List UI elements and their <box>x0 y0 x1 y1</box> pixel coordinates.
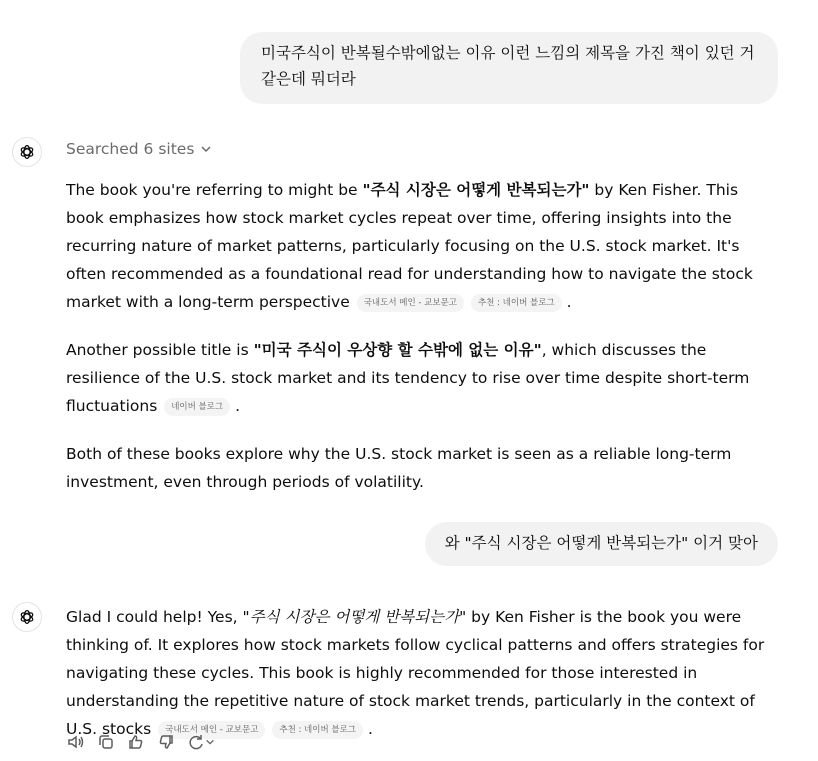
text: . <box>235 397 241 415</box>
source-chip[interactable]: 네이버 블로그 <box>164 398 230 416</box>
source-chip[interactable]: 국내도서 메인 - 교보문고 <box>357 294 464 312</box>
chevron-down-icon <box>205 737 215 747</box>
user-message <box>425 522 778 566</box>
thumbs-up-icon <box>127 733 145 751</box>
regenerate-icon <box>187 733 205 751</box>
text: . <box>566 293 572 311</box>
thumbs-down-icon <box>157 733 175 751</box>
user-message-text: 미국주식이 반복될수밖에없는 이유 이런 느낌의 제목을 가진 책이 있던 거 같은데 뭐더라 <box>261 44 755 88</box>
answer-paragraph: Both of these books explore why the U.S. stock market is seen as a reliable long-term investment, even through periods of volatility. <box>66 445 732 491</box>
user-message-text: 와 "주식 시장은 어떻게 반복되는가" 이거 맞아 <box>444 534 758 552</box>
assistant-message <box>66 176 780 496</box>
openai-logo-icon <box>18 608 36 626</box>
source-chip[interactable]: 추천 : 네이버 블로그 <box>471 294 562 312</box>
openai-logo-icon <box>18 143 36 161</box>
source-chip[interactable]: 추천 : 네이버 블로그 <box>272 721 363 739</box>
copy-icon <box>97 733 115 751</box>
chevron-down-icon <box>200 143 212 155</box>
text: Another possible title is <box>66 341 254 359</box>
thumbs-up-button[interactable] <box>126 732 146 752</box>
text: by Ken Fisher is the book you were thinking of. It explores how stock markets follow cyclical patterns and offers strategies for navigating these cycles. This book is highly recommended for those interested in understanding the repetitive nature of stock market trends, particularly in the context of U.S. stocks <box>66 608 765 738</box>
message-actions <box>66 732 216 752</box>
source-chip[interactable]: 국내도서 메인 - 교보문고 <box>158 721 265 739</box>
assistant-avatar <box>12 602 42 632</box>
assistant-avatar <box>12 137 42 167</box>
text: , which discusses the resilience of the U.S. stock market and its tendency to rise over time despite short-term fluctuations <box>66 341 750 415</box>
text: The book you're referring to might be <box>66 181 363 199</box>
thumbs-down-button[interactable] <box>156 732 176 752</box>
answer-paragraph <box>66 176 780 316</box>
searched-sites-label: Searched 6 sites <box>66 140 195 158</box>
answer-paragraph <box>66 603 780 743</box>
book-title: "주식 시장은 어떻게 반복되는가" <box>242 608 467 626</box>
text: . <box>367 720 373 738</box>
book-title: "미국 주식이 우상향 할 수밖에 없는 이유" <box>253 341 542 359</box>
answer-paragraph <box>66 336 780 420</box>
regenerate-button[interactable] <box>186 732 216 752</box>
searched-sites-toggle[interactable] <box>66 140 212 158</box>
text: Glad I could help! Yes, <box>66 608 243 626</box>
book-title: "주식 시장은 어떻게 반복되는가" <box>362 181 590 199</box>
read-aloud-icon <box>67 733 85 751</box>
read-aloud-button[interactable] <box>66 732 86 752</box>
assistant-message <box>66 603 780 743</box>
text: by Ken Fisher. This book emphasizes how stock market cycles repeat over time, offering insights into the recurring nature of market patterns, particularly focusing on the U.S. stock market. It's often recommended as a foundational read for understanding how to navigate the stock market with a long-term perspective <box>66 181 753 311</box>
copy-button[interactable] <box>96 732 116 752</box>
user-message <box>240 32 778 104</box>
